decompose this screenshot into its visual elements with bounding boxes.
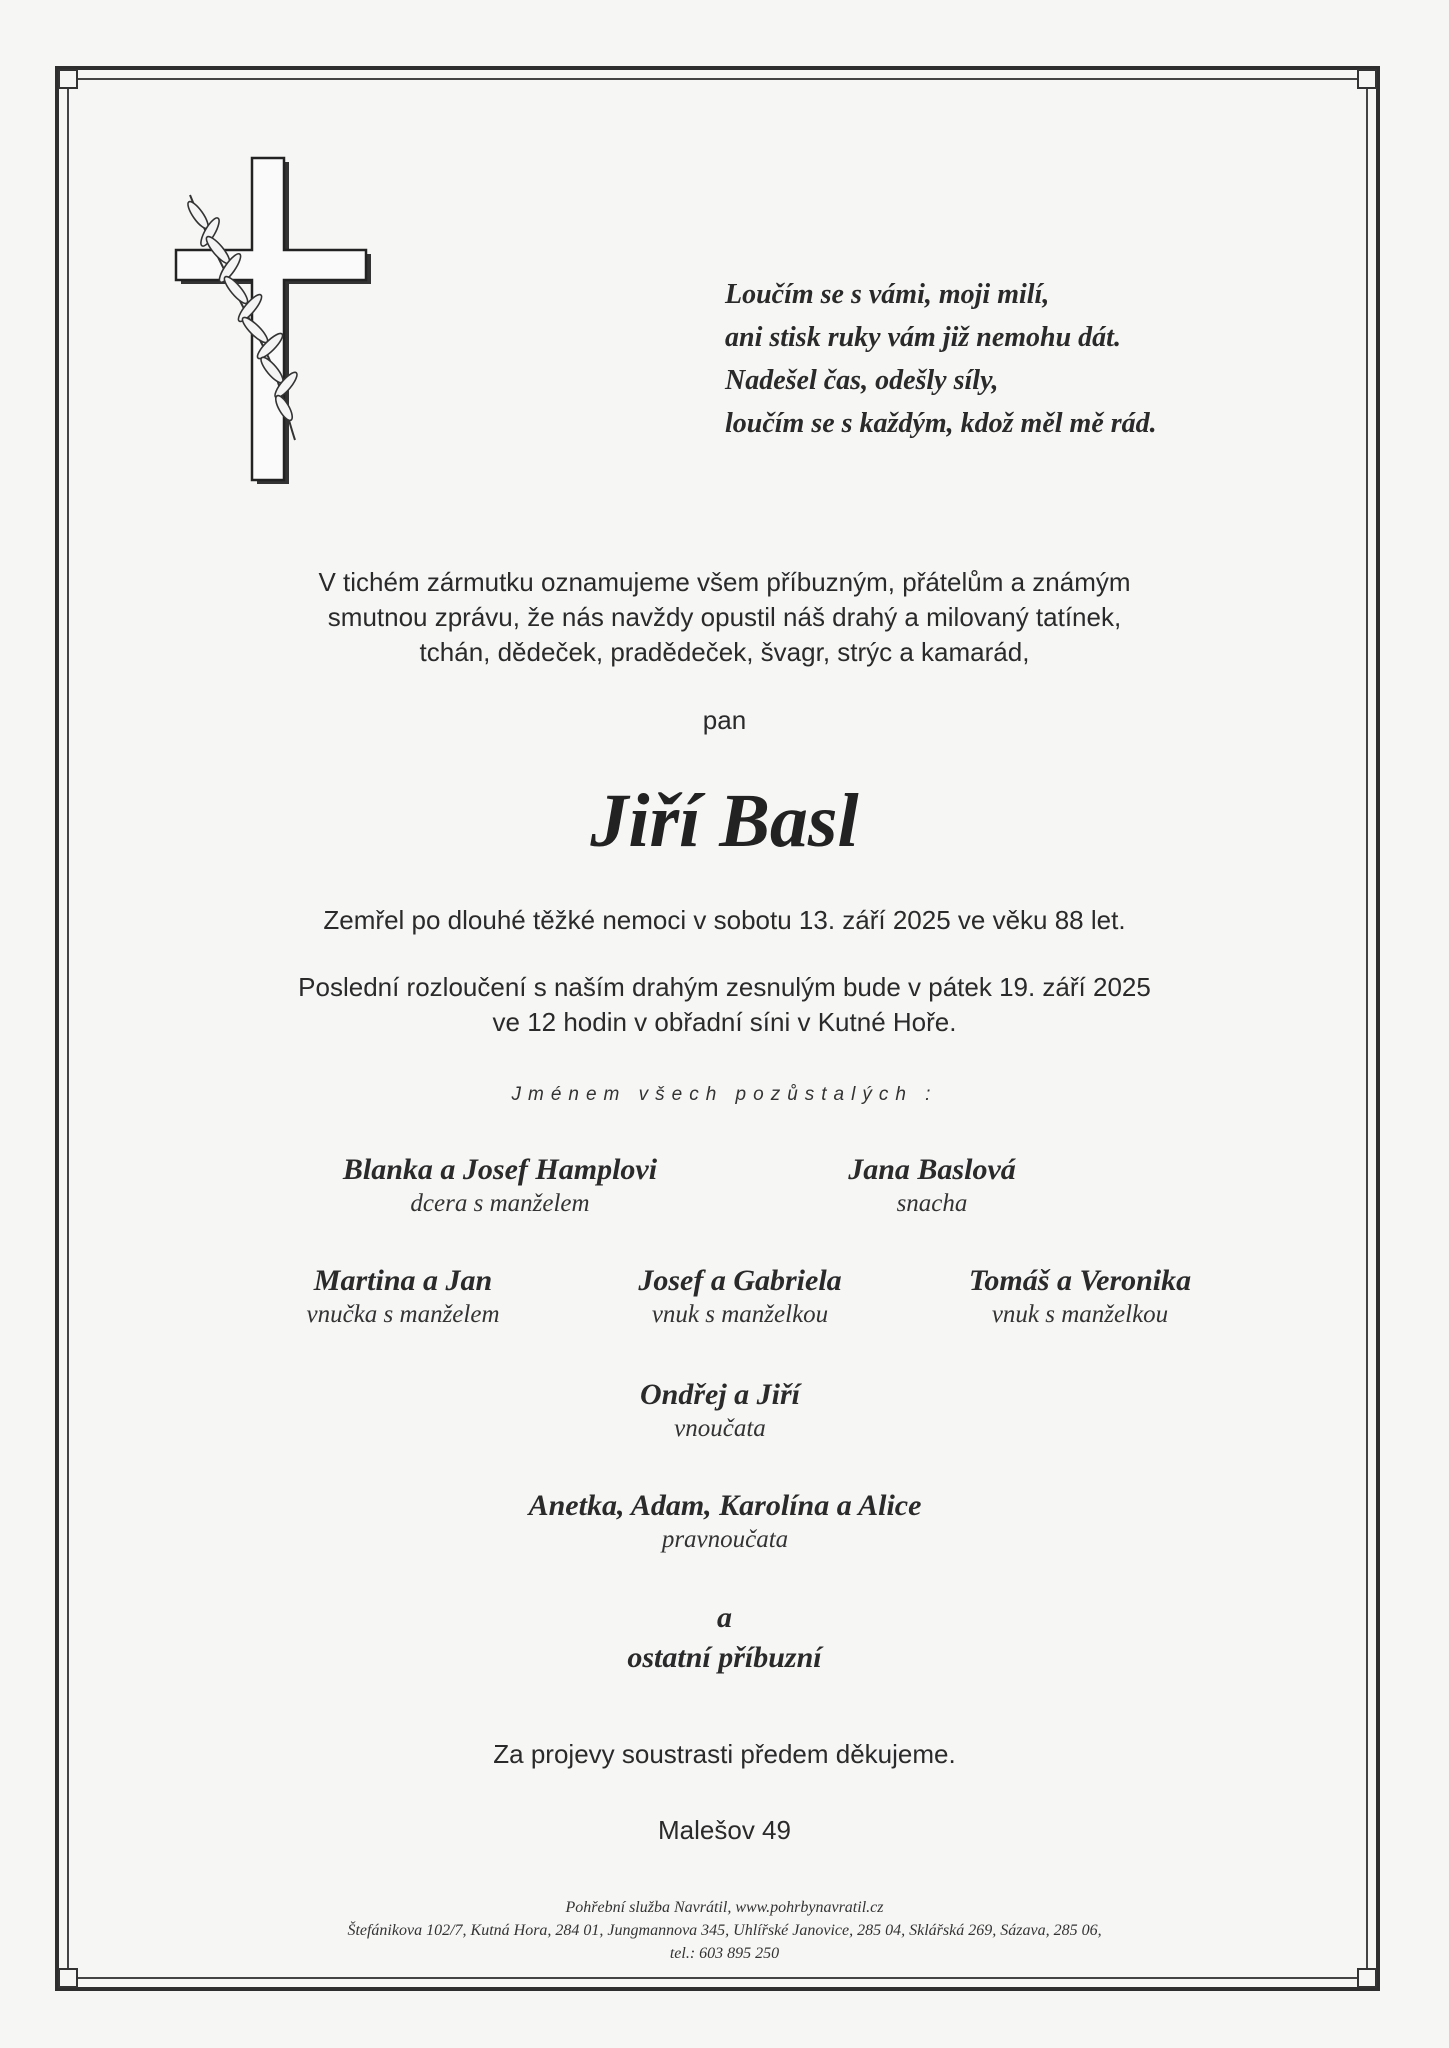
mourner-name: Ondřej a Jiří [639, 1378, 801, 1411]
thanks-text: Za projevy soustrasti předem děkujeme. [493, 1739, 956, 1769]
mourner [920, 1263, 1240, 1331]
deceased-name: Jiří Basl [590, 779, 859, 863]
footer-line: Štefánikova 102/7, Kutná Hora, 284 01, Jungmannova 345, Uhlířské Janovice, 285 04, Sklářská 269, Sázava, 285 06, [347, 1922, 1102, 1939]
mourner [782, 1152, 1082, 1220]
footer-line: Pohřební služba Navrátil, www.pohrbynavratil.cz [565, 1899, 884, 1916]
poem-line: loučím se s každým, kdož měl mě rád. [725, 408, 1157, 439]
farewell-line: ve 12 hodin v obřadní síni v Kutné Hoře. [492, 1007, 957, 1037]
mourner-relation: vnuk s manželkou [991, 1301, 1169, 1328]
mourner-name: Jana Baslová [848, 1153, 1016, 1186]
corner-ornament [58, 1968, 78, 1988]
mourner [590, 1263, 890, 1331]
mourner-name: Anetka, Adam, Karolína a Alice [528, 1489, 922, 1522]
title-pan: pan [702, 705, 747, 735]
mourner-name: Blanka a Josef Hamplovi [342, 1153, 658, 1186]
farewell-line: Poslední rozloučení s naším drahým zesnulým bude v pátek 19. září 2025 [298, 972, 1151, 1002]
corner-ornament [1357, 69, 1377, 89]
announcement-text [0, 565, 1449, 670]
mourner-relation: vnuk s manželkou [651, 1301, 829, 1328]
mourner-relation: vnoučata [674, 1415, 766, 1442]
mourner-relation: vnučka s manželem [306, 1301, 500, 1328]
mourner-relation: snacha [896, 1190, 968, 1217]
corner-ornament [58, 69, 78, 89]
poem [725, 273, 1345, 445]
family-address: Malešov 49 [658, 1815, 791, 1845]
mourner [300, 1152, 700, 1220]
mourner [570, 1377, 870, 1445]
other-relatives-label: ostatní příbuzní [627, 1641, 822, 1674]
mourner-name: Martina a Jan [313, 1264, 493, 1297]
footer-line: tel.: 603 895 250 [669, 1945, 780, 1962]
mourner [253, 1263, 553, 1331]
mourner-relation: dcera s manželem [410, 1190, 590, 1217]
mourner-name: Tomáš a Veronika [968, 1264, 1192, 1297]
funeral-service-footer [0, 1896, 1449, 1965]
poem-line: Loučím se s vámi, moji milí, [725, 279, 1050, 310]
announcement-line: tchán, dědeček, pradědeček, švagr, strýc a kamarád, [419, 637, 1030, 667]
poem-line: Nadešel čas, odešly síly, [725, 365, 999, 396]
corner-ornament [1357, 1968, 1377, 1988]
farewell-info [0, 970, 1449, 1040]
on-behalf-heading: Jménem všech pozůstalých : [511, 1084, 938, 1105]
death-notice: Zemřel po dlouhé těžké nemoci v sobotu 13. září 2025 ve věku 88 let. [323, 905, 1126, 935]
announcement-line: smutnou zprávu, že nás navždy opustil náš drahý a milovaný tatínek, [327, 602, 1122, 632]
other-relatives [0, 1598, 1449, 1678]
poem-line: ani stisk ruky vám již nemohu dát. [725, 322, 1121, 353]
mourner-name: Josef a Gabriela [638, 1264, 842, 1297]
mourner-relation: pravnoučata [661, 1526, 789, 1553]
cross-with-branch-icon [170, 150, 380, 490]
announcement-line: V tichém zármutku oznamujeme všem příbuzným, přátelům a známým [318, 567, 1131, 597]
and-word: a [717, 1601, 732, 1634]
mourner [425, 1488, 1025, 1556]
